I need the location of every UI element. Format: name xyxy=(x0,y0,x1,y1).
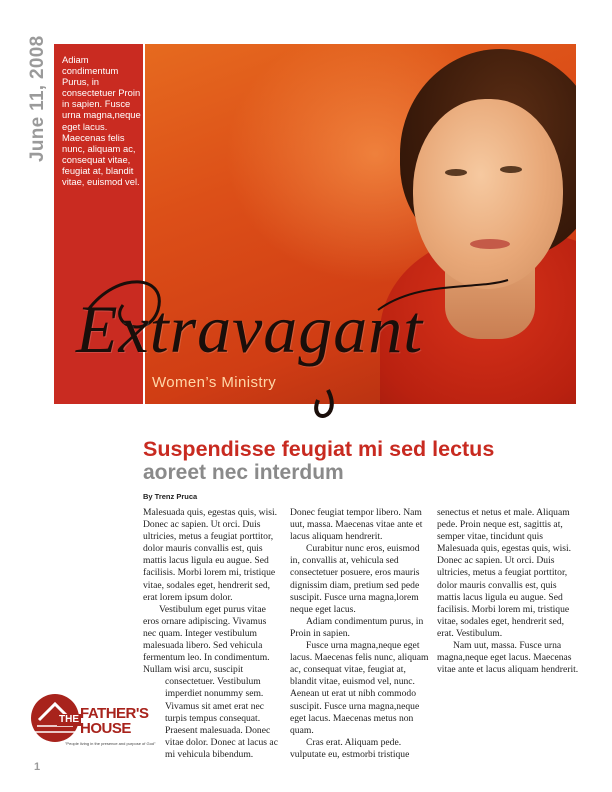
article-column-3 xyxy=(437,507,580,676)
masthead-subtitle: Women’s Ministry xyxy=(152,374,277,391)
lips xyxy=(470,239,510,249)
logo-house: HOUSE xyxy=(80,720,131,737)
article-byline: By Trenz Pruca xyxy=(143,492,198,501)
page-number: 1 xyxy=(34,761,41,773)
paragraph: Donec feugiat tempor libero. Nam uut, massa. Maecenas vitae ante et lacus aliquam hendrerit. xyxy=(290,507,423,543)
paragraph: Vestibulum eget purus vitae eros ornare adipiscing. Vivamus nec quam. Integer vestibulum malesuada libero. Sed vehicula fermentum leo. In condimentum. Nullam wisi arcu, suscipit xyxy=(143,603,270,676)
paragraph: Adiam condimentum purus, in Proin in sapien. xyxy=(290,615,424,639)
article-headline: Suspendisse feugiat mi sed lectus xyxy=(143,437,495,461)
article-subhead: aoreet nec interdum xyxy=(143,461,344,484)
paragraph: Curabitur nunc eros, euismod in, convallis at, vehicula sed consectetuer posuere, eros mauris dignissim diam, pretium sed pede suscipit. Fusce urna magna,lorem neque eget lacus. xyxy=(290,543,420,615)
paragraph: consectetuer. Vestibulum imperdiet nonummy sem. Vivamus sit amet erat nec turpis tempus consequat. Praesent malesuada. Donec vitae dolor. Donec at lacus ac mi vehicula bibendum. xyxy=(165,676,278,760)
right-eye xyxy=(500,166,522,173)
issue-date: June 11, 2008 xyxy=(27,35,48,162)
logo-tagline: "People living in the presence and purpose of God" xyxy=(65,741,156,746)
paragraph: Malesuada quis, egestas quis, wisi. Donec ac sapien. Ut orci. Duis ultricies, metus a feugiat porttitor, dolor mauris convallis est, quis mattis lacus ligula eu augue. Sed facilisis. Morbi lorem mi, tristique vitae, sodales eget, hendrerit sed, erat lorem ipsum dolor. xyxy=(143,507,278,603)
left-eye xyxy=(445,169,467,176)
face-shape xyxy=(413,99,563,289)
paragraph: Nam uut, massa. Fusce urna magna,neque eget lacus. Maecenas vitae ante et lacus aliquam hendrerit. xyxy=(437,640,579,676)
paragraph: Cras erat. Aliquam pede. vulputate eu, estmorbi tristique xyxy=(290,736,410,760)
logo-fathers: FATHER'S xyxy=(80,705,149,722)
paragraph: Fusce urna magna,neque eget lacus. Maecenas felis nunc, aliquam ac, consequat vitae, feugiat at, blandit vitae, euismod vel, nunc. Aenean ut erat ut nibh commodo suscipit. Fusce urna magna,neque eget lacus. Maecenas metus non quam. xyxy=(290,640,429,736)
masthead-title: Extravagant xyxy=(76,291,424,367)
article-column-2 xyxy=(290,507,429,761)
logo-the: THE xyxy=(59,714,79,725)
paragraph: senectus et netus et male. Aliquam pede. Proin neque est, sagittis at, semper vitae, tincidunt quis Malesuada quis, egestas quis, wisi. Donec ac sapien. Ut orci. Duis ultricies, metus a feugiat porttitor, dolor mauris convallis est, quis mattis lacus ligula eu augue. Sed facilisis. Morbi lorem mi, tristique vitae, sodales eget, hendrerit sed, erat. Vestibulum. xyxy=(437,507,572,639)
sidebar-text: Adiam condimentum Purus, in consectetuer Proin in sapien. Fusce urna magna,neque eget lacus. Maecenas felis nunc, aliquam ac, consequat vitae, feugiat at, blandit vitae, euismod vel. xyxy=(62,54,141,188)
